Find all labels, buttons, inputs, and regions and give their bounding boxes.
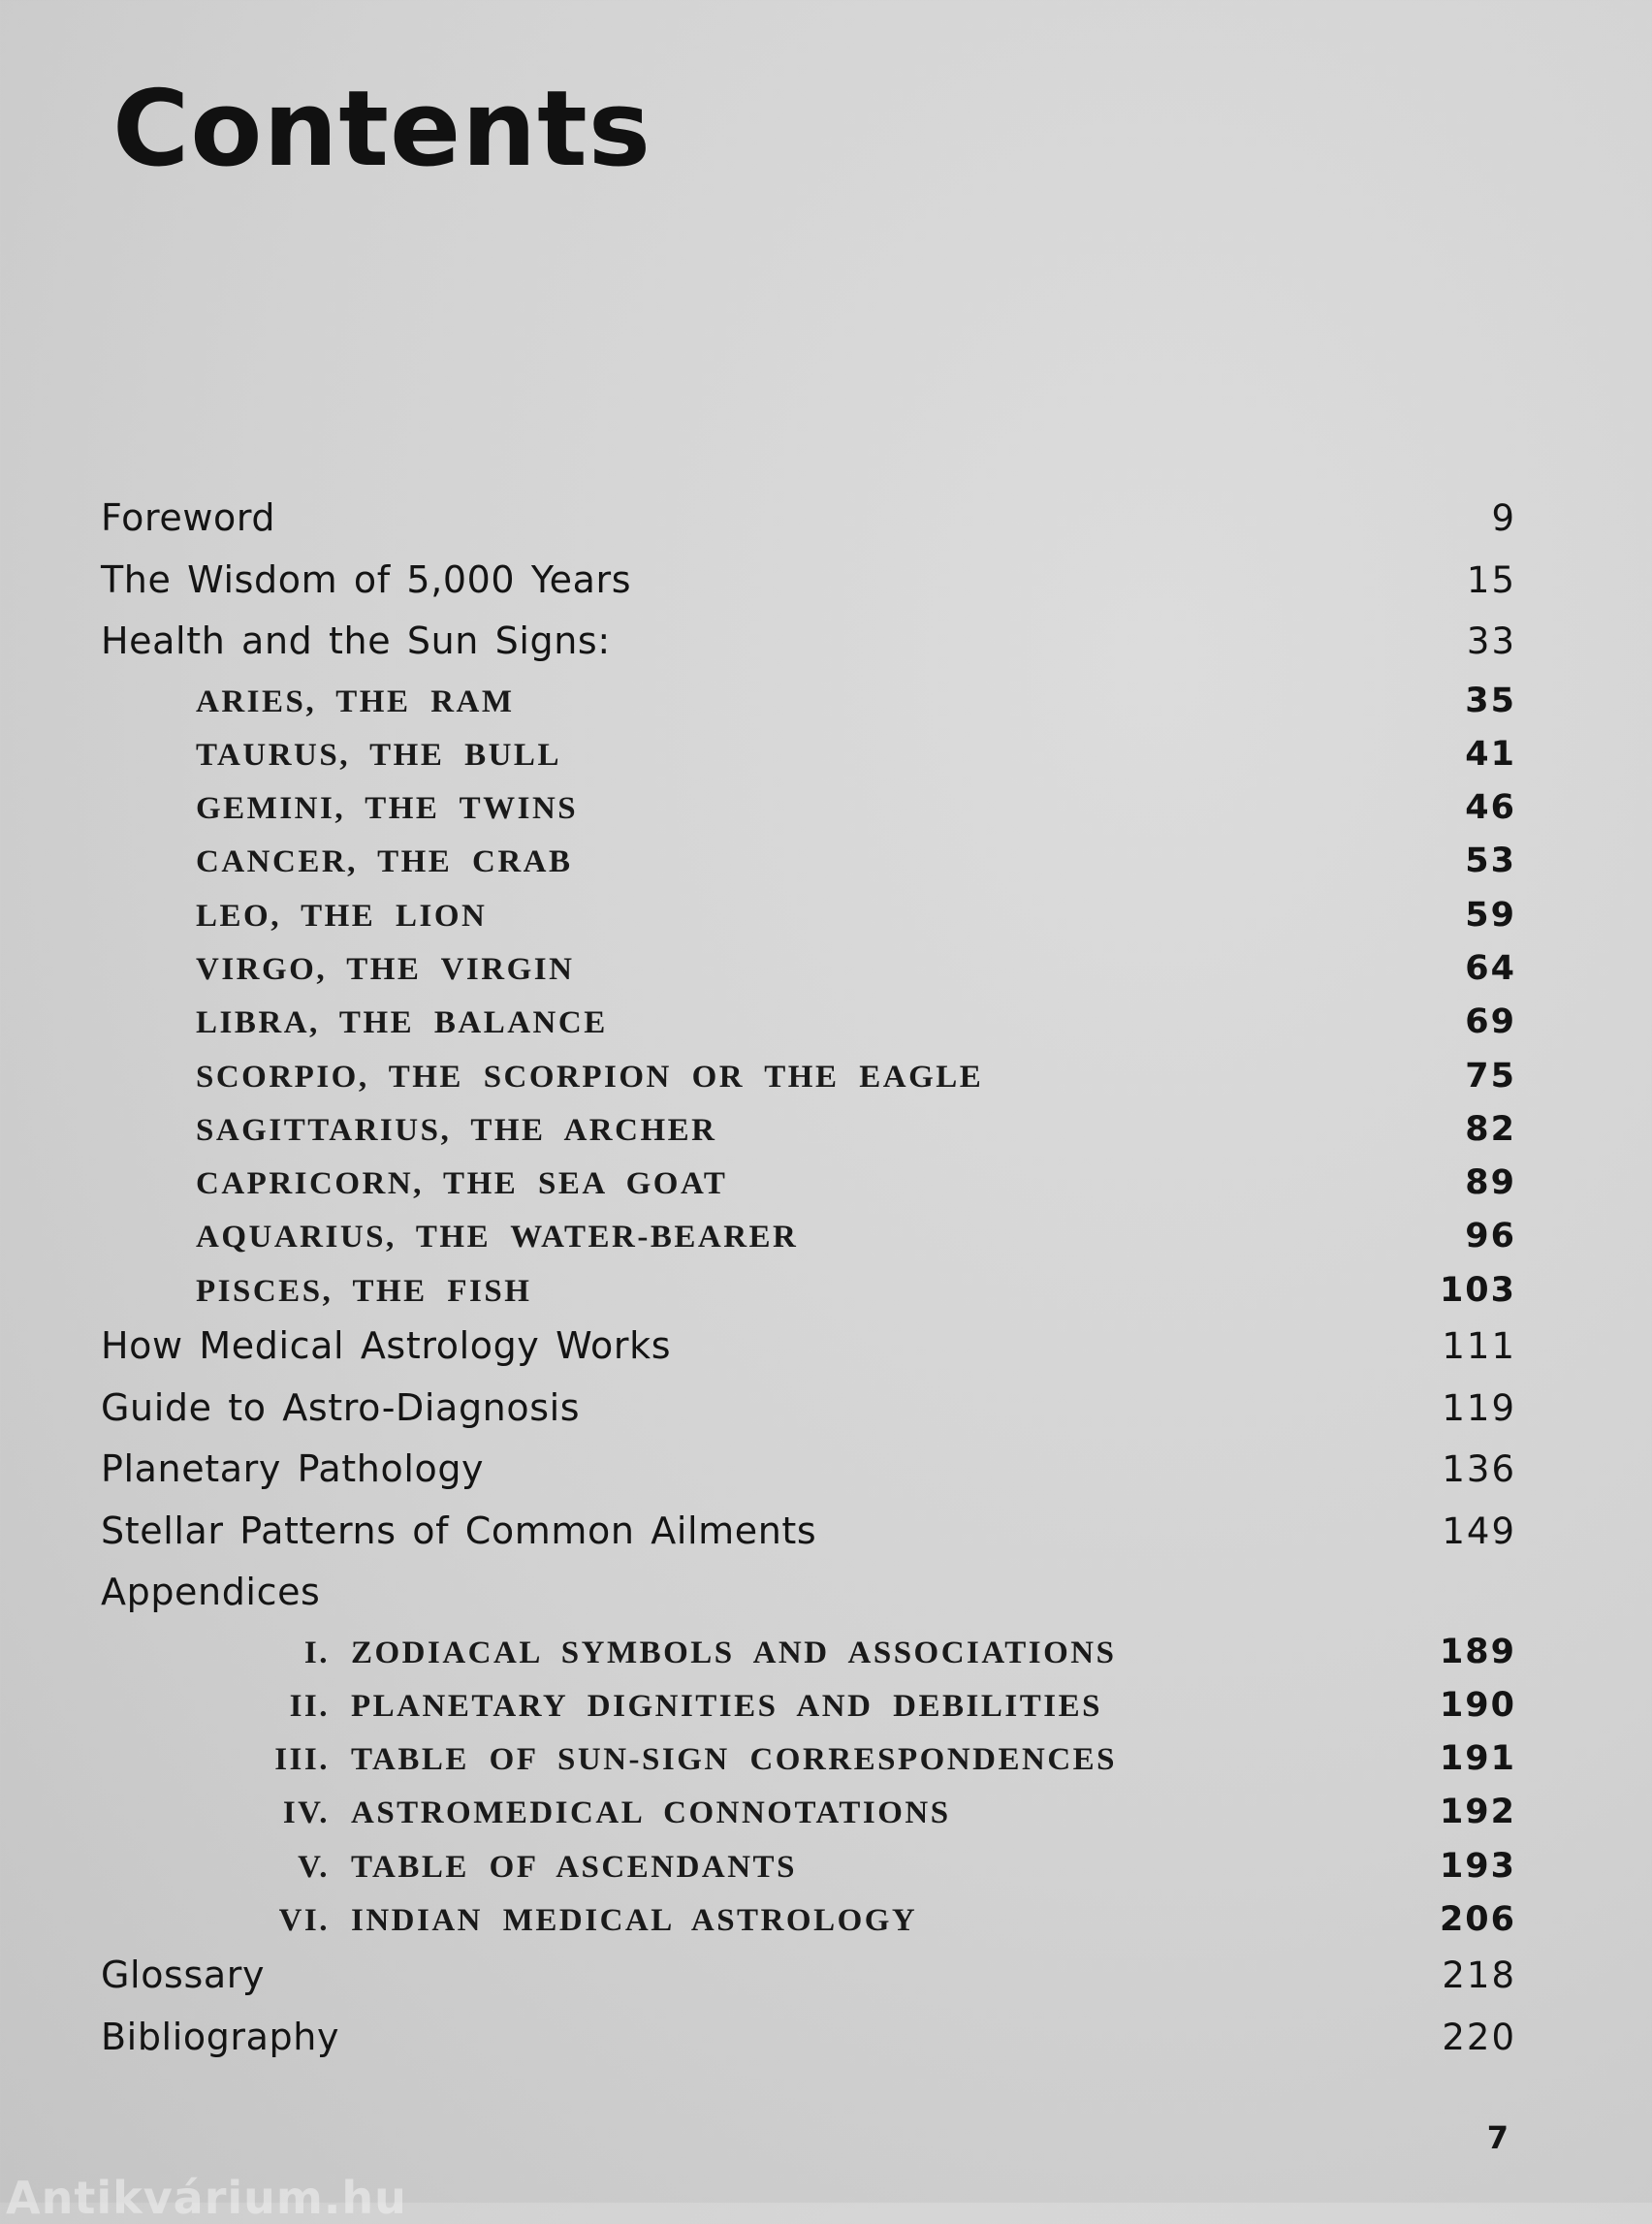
toc-appendix-label <box>101 1742 1117 1778</box>
toc-entry-label: Stellar Patterns of Common Ailments <box>101 1509 817 1552</box>
toc-entry-label: Health and the Sun Signs: <box>101 620 611 662</box>
roman-numeral: II. <box>289 1688 330 1724</box>
toc-appendix-label <box>101 1903 917 1939</box>
toc-appendix-1 <box>101 1633 1516 1686</box>
toc-page-number: 206 <box>1439 1900 1516 1940</box>
toc-page-number: 53 <box>1465 842 1516 881</box>
toc-page-number: 15 <box>1466 558 1516 601</box>
roman-numeral: I. <box>303 1635 330 1670</box>
page-folio: 7 <box>1486 2119 1509 2156</box>
toc-subentry-label: VIRGO, THE VIRGIN <box>196 951 575 987</box>
toc-appendix-label <box>101 1689 1102 1725</box>
toc-page-number: 41 <box>1465 734 1516 774</box>
table-of-contents <box>101 496 1516 2077</box>
toc-subentry-taurus <box>101 735 1516 788</box>
toc-page-number: 149 <box>1442 1509 1516 1552</box>
toc-entry-label: Bibliography <box>101 2015 340 2058</box>
roman-numeral: VI. <box>278 1903 330 1939</box>
toc-page-number: 193 <box>1439 1846 1516 1886</box>
toc-entry-label: Planetary Pathology <box>101 1447 485 1491</box>
toc-page-number: 35 <box>1465 681 1516 720</box>
toc-subentry-gemini <box>101 788 1516 842</box>
toc-page-number: 190 <box>1439 1685 1516 1725</box>
toc-subentry-virgo <box>101 949 1516 1002</box>
toc-page-number: 220 <box>1442 2016 1516 2058</box>
toc-page-number: 9 <box>1491 497 1516 539</box>
toc-appendix-label <box>101 1795 951 1831</box>
toc-entry-label: The Wisdom of 5,000 Years <box>101 557 632 601</box>
toc-subentry-libra <box>101 1002 1516 1056</box>
toc-appendix-label <box>101 1850 797 1886</box>
toc-page-number: 82 <box>1465 1109 1516 1149</box>
toc-page-number: 59 <box>1465 895 1516 935</box>
appendix-title: PLANETARY DIGNITIES AND DEBILITIES <box>351 1688 1102 1724</box>
toc-entry-label: Appendices <box>101 1571 321 1614</box>
toc-subentry-label: SAGITTARIUS, THE ARCHER <box>196 1112 717 1148</box>
toc-page-number: 89 <box>1465 1163 1516 1203</box>
toc-entry-label: Foreword <box>101 496 276 539</box>
toc-page-number: 96 <box>1465 1217 1516 1256</box>
toc-page-number: 103 <box>1439 1270 1516 1310</box>
toc-entry-bibliography <box>101 2016 1516 2078</box>
toc-subentry-label: LIBRA, THE BALANCE <box>196 1005 608 1041</box>
toc-appendix-4 <box>101 1793 1516 1846</box>
toc-entry-label: Glossary <box>101 1954 266 1997</box>
toc-appendix-2 <box>101 1686 1516 1739</box>
toc-subentry-label: TAURUS, THE BULL <box>196 737 561 773</box>
toc-subentry-aquarius <box>101 1217 1516 1270</box>
toc-subentry-label: LEO, THE LION <box>196 898 488 934</box>
page-title: Contents <box>112 69 652 190</box>
toc-entry-stellar-patterns <box>101 1509 1516 1572</box>
toc-subentry-scorpio <box>101 1057 1516 1110</box>
toc-page-number: 218 <box>1442 1954 1516 1997</box>
toc-subentry-label: ARIES, THE RAM <box>196 683 515 719</box>
toc-page-number: 111 <box>1442 1325 1516 1368</box>
toc-page-number: 69 <box>1465 1002 1516 1042</box>
toc-subentry-capricorn <box>101 1163 1516 1217</box>
toc-subentry-cancer <box>101 842 1516 895</box>
toc-page-number: 46 <box>1465 788 1516 828</box>
toc-page-number: 136 <box>1442 1448 1516 1491</box>
appendix-title: TABLE OF SUN-SIGN CORRESPONDENCES <box>351 1742 1118 1778</box>
toc-subentry-label: AQUARIUS, THE WATER-BEARER <box>196 1220 799 1255</box>
toc-subentry-label: CAPRICORN, THE SEA GOAT <box>196 1166 728 1202</box>
toc-appendix-6 <box>101 1900 1516 1954</box>
appendix-title: TABLE OF ASCENDANTS <box>351 1849 797 1885</box>
toc-entry-appendices <box>101 1571 1516 1633</box>
appendix-title: INDIAN MEDICAL ASTROLOGY <box>351 1903 918 1939</box>
toc-page-number: 192 <box>1439 1793 1516 1832</box>
roman-numeral: III. <box>274 1742 330 1778</box>
toc-subentry-pisces <box>101 1271 1516 1324</box>
toc-entry-glossary <box>101 1954 1516 2016</box>
appendix-title: ASTROMEDICAL CONNOTATIONS <box>351 1795 951 1831</box>
toc-subentry-aries <box>101 682 1516 735</box>
toc-subentry-leo <box>101 896 1516 949</box>
toc-entry-planetary-pathology <box>101 1447 1516 1509</box>
toc-subentry-label: CANCER, THE CRAB <box>196 844 573 880</box>
toc-appendix-label <box>101 1636 1116 1671</box>
toc-page-number: 33 <box>1466 620 1516 662</box>
roman-numeral: IV. <box>282 1795 330 1831</box>
toc-entry-astro-diagnosis <box>101 1386 1516 1448</box>
toc-subentry-label: GEMINI, THE TWINS <box>196 791 579 827</box>
toc-appendix-3 <box>101 1739 1516 1793</box>
toc-entry-label: Guide to Astro-Diagnosis <box>101 1385 581 1429</box>
toc-entry-foreword <box>101 496 1516 558</box>
toc-subentry-sagittarius <box>101 1110 1516 1163</box>
toc-appendix-5 <box>101 1847 1516 1900</box>
toc-entry-label: How Medical Astrology Works <box>101 1324 672 1368</box>
toc-entry-medical-astrology <box>101 1324 1516 1386</box>
toc-subentry-label: PISCES, THE FISH <box>196 1273 532 1309</box>
toc-subentry-label: SCORPIO, THE SCORPION OR THE EAGLE <box>196 1059 984 1095</box>
watermark: Antikvárium.hu <box>6 2172 407 2224</box>
toc-page-number: 64 <box>1465 948 1516 988</box>
toc-page-number: 191 <box>1439 1739 1516 1779</box>
toc-entry-sun-signs <box>101 620 1516 682</box>
toc-page-number: 119 <box>1442 1386 1516 1429</box>
roman-numeral: V. <box>298 1849 330 1885</box>
appendix-title: ZODIACAL SYMBOLS AND ASSOCIATIONS <box>351 1635 1117 1670</box>
toc-page-number: 75 <box>1465 1056 1516 1096</box>
toc-entry-wisdom <box>101 558 1516 620</box>
toc-page-number: 189 <box>1439 1632 1516 1671</box>
